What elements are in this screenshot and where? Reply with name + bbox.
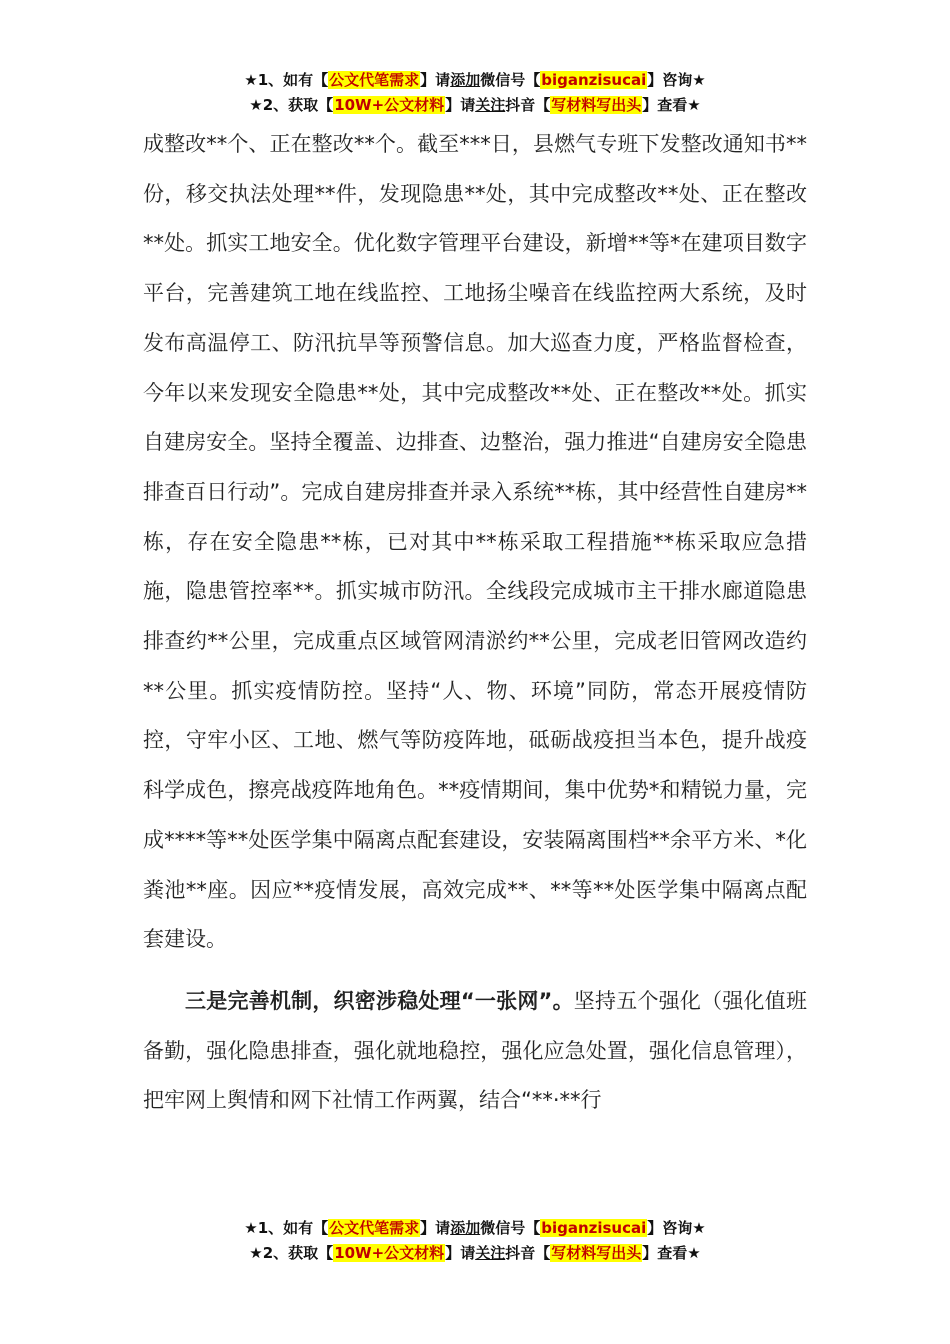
banner-text: 抖音【 <box>505 96 551 114</box>
highlight-materials: 10W+公文材料 <box>334 1244 445 1262</box>
banner-text: 】查看★ <box>642 96 701 114</box>
banner-text: 】请 <box>445 1244 476 1262</box>
banner-text: 】咨询★ <box>647 71 706 89</box>
banner-text: ★1、如有【 <box>244 71 329 89</box>
banner-line-1 <box>0 1216 950 1241</box>
footer-banner <box>0 1216 950 1266</box>
highlight-service: 公文代笔需求 <box>329 1219 420 1237</box>
banner-text: ★2、获取【 <box>249 96 334 114</box>
body-paragraph-mechanism <box>143 977 807 1126</box>
highlight-materials: 10W+公文材料 <box>334 96 445 114</box>
highlight-wechat-id: biganzisucai <box>541 1219 647 1237</box>
underlined-word: 添加 <box>450 1219 481 1237</box>
highlight-douyin-account: 写材料写出头 <box>551 96 642 114</box>
banner-text: 】查看★ <box>642 1244 701 1262</box>
underlined-word: 添加 <box>450 71 481 89</box>
document-body <box>143 120 807 1126</box>
banner-text: ★1、如有【 <box>244 1219 329 1237</box>
banner-text: 微信号【 <box>480 71 541 89</box>
paragraph-heading: 三是完善机制，织密涉稳处理“一张网”。 <box>185 988 574 1013</box>
banner-line-1 <box>0 68 950 93</box>
underlined-word: 关注 <box>475 1244 506 1262</box>
banner-text: 抖音【 <box>505 1244 551 1262</box>
banner-text: 】咨询★ <box>647 1219 706 1237</box>
header-banner <box>0 68 950 118</box>
banner-text: 】请 <box>420 71 451 89</box>
paragraph-text: 坚持五个强化（强化值班备勤，强化隐患排查，强化就地稳控，强化应急处置，强化信息管理），把牢网上舆情和网下社情工作两翼，结合“**·**行 <box>143 988 807 1113</box>
banner-line-2 <box>0 1241 950 1266</box>
underlined-word: 关注 <box>475 96 506 114</box>
highlight-service: 公文代笔需求 <box>329 71 420 89</box>
highlight-wechat-id: biganzisucai <box>541 71 647 89</box>
banner-text: ★2、获取【 <box>249 1244 334 1262</box>
body-paragraph: 成整改**个、正在整改**个。截至***日，县燃气专班下发整改通知书**份，移交执法处理**件，发现隐患**处，其中完成整改**处、正在整改**处。抓实工地安全。优化数字管理平台建设，新增**等*在建项目数字平台，完善建筑工地在线监控、工地扬尘噪音在线监控两大系统，及时发布高温停工、防汛抗旱等预警信息。加大巡查力度，严格监督检查，今年以来发现安全隐患**处，其中完成整改**处、正在整改**处。抓实自建房安全。坚持全覆盖、边排查、边整治，强力推进“自建房安全隐患排查百日行动”。完成自建房排查并录入系统**栋，其中经营性自建房**栋，存在安全隐患**栋，已对其中**栋采取工程措施**栋采取应急措施，隐患管控率**。抓实城市防汛。全线段完成城市主干排水廊道隐患排查约**公里，完成重点区域管网清淤约**公里，完成老旧管网改造约**公里。抓实疫情防控。坚持“人、物、环境”同防，常态开展疫情防控，守牢小区、工地、燃气等防疫阵地，砥砺战疫担当本色，提升战疫科学成色，擦亮战疫阵地角色。**疫情期间，集中优势*和精锐力量，完成****等**处医学集中隔离点配套建设，安装隔离围档**余平方米、*化粪池**座。因应**疫情发展，高效完成**、**等**处医学集中隔离点配套建设。 <box>143 132 807 952</box>
highlight-douyin-account: 写材料写出头 <box>551 1244 642 1262</box>
banner-text: 】请 <box>445 96 476 114</box>
banner-text: 】请 <box>420 1219 451 1237</box>
banner-line-2 <box>0 93 950 118</box>
banner-text: 微信号【 <box>480 1219 541 1237</box>
